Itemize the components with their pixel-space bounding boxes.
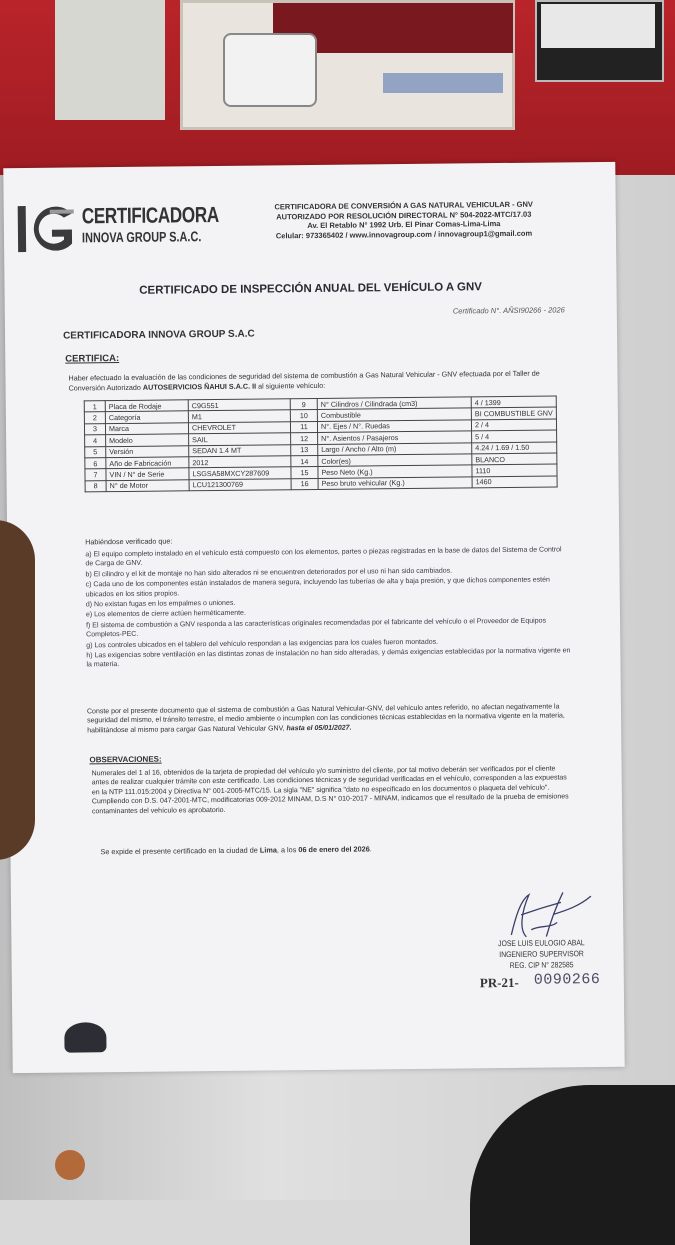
holding-finger	[0, 520, 35, 860]
certificate-number: Certificado N°. AÑSI90266 - 2026	[452, 305, 565, 316]
vehicle-table-cell: 15	[291, 467, 318, 479]
header-line: CERTIFICADORA DE CONVERSIÓN A GAS NATURAL VEHICULAR - GNV	[274, 199, 533, 212]
sign-panel	[541, 4, 655, 48]
vehicle-table-cell: N° de Motor	[106, 480, 189, 492]
vehicle-table-cell: 13	[291, 444, 318, 456]
vehicle-table-cell: N° Cilindros / Cilindrada (cm3)	[317, 397, 471, 410]
intro-text-end: al siguiente vehículo:	[256, 380, 326, 391]
intro-paragraph	[68, 368, 558, 392]
issue-date: 06 de enero del 2026	[298, 844, 370, 855]
vehicle-table-cell: BLANCO	[472, 453, 557, 465]
vehicle-table-cell: CHEVROLET	[188, 422, 290, 434]
verification-item: c) Cada uno de los componentes están instalados de manera segura, incluyendo las tuberías de alta y baja presión, y que dichos componentes estén ubicados en los sitios propios.	[85, 576, 550, 599]
header-line: Celular: 973365402 / www.innovagroup.com / innovagroup1@gmail.com	[275, 228, 533, 240]
vehicle-table-cell: Modelo	[106, 434, 189, 446]
vehicle-table-cell: C9G551	[188, 399, 290, 411]
verification-item: g) Los controles ubicados en el tablero del vehículo respondan a las exigencias para los cuales fueron montados.	[86, 638, 439, 650]
signatory-role: INGENIERO SUPERVISOR	[499, 949, 584, 960]
vehicle-table-cell: Largo / Ancho / Alto (m)	[318, 442, 472, 455]
background-wheel	[55, 1150, 85, 1180]
background-poster-left	[55, 0, 165, 120]
vehicle-table-cell: 1	[84, 401, 105, 413]
vehicle-table-cell: 4 / 1399	[471, 396, 556, 408]
issue-city: Lima	[259, 845, 277, 855]
vehicle-table-cell: BI COMBUSTIBLE GNV	[471, 407, 556, 419]
vehicle-table-cell: Categoría	[105, 411, 188, 423]
workshop-name: AUTOSERVICIOS ÑAHUI S.A.C. II	[142, 381, 257, 392]
vehicle-table-cell: 14	[291, 455, 318, 467]
vehicle-table-cell: 7	[85, 469, 106, 481]
verification-item: d) No existan fugas en los empalmes o uniones.	[85, 599, 236, 609]
vehicle-table-cell: 5 / 4	[472, 430, 557, 442]
handwritten-signature	[491, 884, 602, 945]
vehicle-table-cell: Color(es)	[318, 454, 472, 467]
vehicle-table-cell: 9	[290, 398, 317, 410]
vehicle-table-cell: 2 / 4	[471, 419, 556, 431]
vehicle-table-cell: 10	[290, 410, 317, 422]
vehicle-table-cell: M1	[188, 410, 290, 422]
verification-item: h) Las exigencias sobre ventilación en las distintas zonas de instalación no han sido alteradas, y demás exigencias establecidas por la normativa vigente en la materia.	[86, 647, 571, 669]
verification-list	[85, 545, 571, 671]
serial-number: 0090266	[533, 971, 601, 989]
issue-text: Se expide el presente certificado en la ciudad de	[100, 845, 260, 857]
document-title: CERTIFICADO DE INSPECCIÓN ANUAL DEL VEHÍCULO A GNV	[139, 281, 482, 297]
vehicle-table-cell: 16	[291, 478, 318, 490]
vehicle-table-cell: 2012	[189, 456, 291, 468]
vehicle-table-cell: 5	[85, 446, 106, 458]
issuer-header	[254, 199, 554, 240]
vehicle-table-cell: N°. Asientos / Pasajeros	[318, 431, 472, 444]
background-sign	[535, 0, 664, 82]
poster-logo	[383, 73, 503, 93]
header-line: AUTORIZADO POR RESOLUCIÓN DIRECTORAL N° 504-2022-MTC/17.03	[276, 209, 532, 221]
certifica-heading: CERTIFICA:	[65, 353, 120, 365]
form-code: PR-21-	[479, 974, 519, 991]
intro-text: Haber efectuado la evaluación de las condiciones de seguridad del sistema de combustión a Gas Natural Vehicular - GNV efectuada por el Taller de Conversión Autorizado	[68, 368, 540, 393]
verification-item: e) Los elementos de cierre actúen herméticamente.	[85, 610, 246, 619]
vehicle-table-cell: 4.24 / 1.69 / 1.50	[472, 442, 557, 454]
vehicle-table-cell: 8	[85, 480, 106, 492]
stamp-mark	[64, 1022, 106, 1052]
company-logo-icon	[14, 199, 79, 258]
poster-vehicle-image	[223, 33, 317, 107]
vehicle-table-cell: 1110	[472, 464, 557, 476]
logo-company-name: CERTIFICADORA	[81, 201, 219, 229]
vehicle-table-cell: 12	[291, 433, 318, 445]
signatory-name: JOSE LUIS EULOGIO ABAL	[498, 938, 585, 949]
vehicle-table-cell: 2	[84, 412, 105, 424]
certificate-document	[3, 162, 624, 1073]
verification-heading: Habiéndose verificado que:	[85, 536, 173, 547]
verification-item: a) El equipo completo instalado en el vehículo está compuesto con los elementos, partes o piezas registradas en la base de datos del Sistema de Control de Carga de GNV.	[85, 546, 562, 568]
vehicle-table-cell: Marca	[105, 423, 188, 435]
vehicle-table-cell: 3	[84, 423, 105, 435]
vehicle-table-cell: 11	[290, 421, 317, 433]
issue-text: , a los	[276, 845, 299, 855]
vehicle-table-cell: LCU121300769	[189, 478, 291, 490]
observations-heading: OBSERVACIONES:	[89, 754, 162, 765]
consta-paragraph	[87, 702, 572, 735]
signatory-registration: REG. CIP N° 282585	[509, 960, 574, 970]
vehicle-table-cell: Peso Neto (Kg.)	[318, 465, 472, 478]
vehicle-table-cell: 4	[85, 435, 106, 447]
vehicle-table-cell: SEDAN 1.4 MT	[189, 444, 291, 456]
vehicle-table-cell: Año de Fabricación	[106, 457, 189, 469]
vehicle-table-cell: SAIL	[189, 433, 291, 445]
vehicle-table-cell: VIN / N° de Serie	[106, 468, 189, 480]
vehicle-data-table	[84, 395, 558, 492]
consta-text: Conste por el presente documento que el sistema de combustión a Gas Natural Vehicular-GNV, del vehículo antes referido, no afectan negativamente la seguridad del mismo, el tránsito terrestre, el medio ambiente o incumplen con las condiciones técnicas establecidas en la normativa vigente en la materia, habilitándose al mismo para cargar Gas Natural Vehicular GNV,	[86, 703, 565, 735]
logo-company-subtitle: INNOVA GROUP S.A.C.	[81, 228, 202, 246]
vehicle-table-cell: 6	[85, 458, 106, 470]
vehicle-table-cell: Placa de Rodaje	[105, 400, 188, 412]
vehicle-table-cell: N°. Ejes / N°. Ruedas	[317, 420, 471, 433]
vehicle-table-cell: 1460	[472, 476, 557, 488]
company-name: CERTIFICADORA INNOVA GROUP S.A.C	[62, 328, 255, 342]
vehicle-table-cell: Combustible	[317, 408, 471, 421]
background-poster	[180, 0, 515, 130]
vehicle-table-cell: Peso bruto vehicular (Kg.)	[318, 477, 472, 490]
vehicle-table-cell: LSGSA58MXCY287609	[189, 467, 291, 479]
vehicle-table-cell: Versión	[106, 445, 189, 457]
validity-date: hasta el 05/01/2027.	[286, 724, 352, 733]
verification-item: f) El sistema de combustión a GNV responda a las características originales recomendadas por el fabricante del vehículo o el Proveedor de Equipos Completos-PEC.	[86, 617, 547, 639]
observations-text: Numerales del 1 al 16, obtenidos de la tarjeta de propiedad del vehículo y/o suministro del cliente, por tal motivo deberán ser verificados por el cliente antes de realizar cualquier trámite con este certificado. Las condiciones técnicas y de seguridad verificadas en el vehículo, corresponden a las expuestas en la NTP 111.015:2004 y Directiva N° 001-2005-MTC/15. La sigla "NE" significa "dato no especificado en los documentos o plaqueta del vehículo". Cumpliendo con D.S. 047-2001-MTC, modificatorias 009-2012 MINAM, D.S N° 010-2017 - MINAM, indicamos que el resultado de la prueba de emisiones contaminantes del vehículo es aprobatorio.	[91, 765, 569, 815]
issue-text: .	[369, 844, 372, 854]
header-line: Av. El Retablo N° 1992 Urb. El Pinar Comas-Lima-Lima	[307, 219, 501, 231]
verification-item: b) El cilindro y el kit de montaje no han sido alterados ni se encuentren deteriorados por el uso ni han sido cambiados.	[85, 567, 453, 579]
issue-statement	[100, 844, 371, 856]
